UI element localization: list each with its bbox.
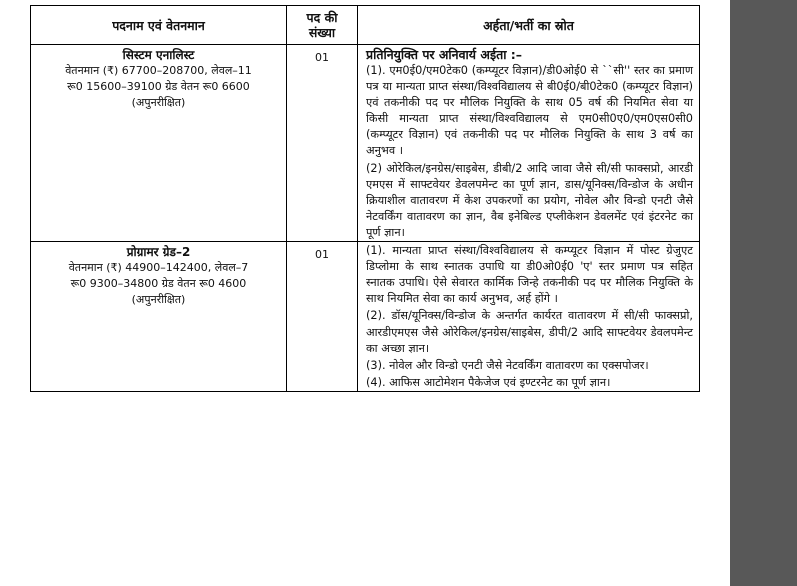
post-count: 01 — [315, 51, 329, 64]
post-title: सिस्टम एनालिस्ट — [122, 48, 195, 62]
header-count — [287, 6, 358, 45]
header-post: पदनाम एवं वेतनमान — [31, 6, 287, 45]
qualification-item: (1). मान्यता प्राप्त संस्था/विश्वविद्यालय से कम्प्यूटर विज्ञान में पोस्ट ग्रेजुएट डिप्लोमा के साथ स्नातक उपाधि या डी0ओ0ई0 'ए' स्तर प्रमाण पत्र सहित स्नातक उपाधि। ऐसे सेवारत कार्मिक जिन्हे तकनीकी पद पर मौलिक नियुक्ति के साथ नियमित सेवा का कार्य अनुभव, अर्ह होंगे । — [366, 244, 693, 306]
qualification-item: (3). नोवेल और विन्डो एनटी जैसे नेटवर्किंग वातावरण का एक्सपोजर। — [366, 358, 649, 372]
pay-scale-line: रू0 15600–39100 ग्रेड वेतन रू0 6600 — [67, 80, 250, 93]
count-cell — [287, 45, 358, 242]
pay-scale-line: रू0 9300–34800 ग्रेड वेतन रू0 4600 — [70, 277, 247, 291]
document-page — [22, 0, 730, 586]
qualification-item: (4). आफिस आटोमेशन पैकेजेज एवं इण्टरनेट का पूर्ण ज्ञान। — [366, 375, 611, 389]
viewer-side-panel — [730, 0, 797, 586]
count-cell — [287, 242, 358, 392]
qualification-cell — [358, 242, 700, 392]
pay-scale-line: (अपुनरीक्षित) — [131, 96, 186, 109]
header-row — [31, 6, 700, 45]
post-cell — [31, 45, 287, 242]
qualification-heading: प्रतिनियुक्ति पर अनिवार्य अईता :– — [366, 47, 523, 62]
recruitment-table — [30, 5, 700, 392]
post-cell — [31, 242, 287, 392]
qualification-item: (2). डॉस/यूनिक्स/विन्डोज के अन्तर्गत कार्यरत वातावरण में सी/सी फाक्सप्रो, आरडीएमएस जैसे ओरेकिल/इनग्रेस/साइबेस, डीपी/2 आदि साफ्टवेयर डेवलपमेन्ट का अच्छा ज्ञान। — [366, 309, 693, 355]
qualification-cell — [358, 45, 700, 242]
post-count: 01 — [315, 248, 329, 262]
table-row — [31, 45, 700, 242]
qualification-item: (1). एम0ई0/एम0टेक0 (कम्प्यूटर विज्ञान)/डी0ओई0 से ``सी'' स्तर का प्रमाण पत्र या मान्यता प्राप्त संस्था/विश्वविद्यालय से बी0ई0/बी0टेक0 (कम्प्यूटर विज्ञान) एवं तकनीकी पद पर मौलिक नियुक्ति के साथ 05 वर्ष की नियमित सेवा या किसी मान्यता प्राप्त संस्था/विश्वविद्यालय से एम0सी0ए0/एम0एस0सी0 (कम्प्यूटर विज्ञान) एवं तकनीकी पद पर मौलिक नियुक्ति के साथ 3 वर्ष का अनुभव । — [366, 64, 693, 158]
pay-scale-line: (अपुनरीक्षित) — [131, 293, 186, 307]
header-qualification: अर्हता/भर्ती का स्रोत — [358, 6, 700, 45]
table-row — [31, 242, 700, 392]
pay-scale-line: वेतनमान (₹) 44900–142400, लेवल–7 — [68, 261, 249, 275]
header-count-line2: संख्या — [308, 25, 336, 40]
header-count-line1: पद की — [306, 10, 338, 25]
qualification-item: (2) ओरेकिल/इनग्रेस/साइबेस, डीबी/2 आदि जावा जैसे सी/सी फाक्सप्रो, आरडी एमएस में साफ्टवेयर डेवलपमेन्ट का पूर्ण ज्ञान, डास/यूनिक्स/विन्डोज के अधीन क्रियाशील वातावरण में केश उपकरणों का प्रयोग, नोवेल और विन्डो एनटी जैसे नेटवर्किंग वातावरण का ज्ञान, वैब इनेबिल्ड एप्लीकेशन डेवलमेंट एवं इंटरनेट का पूर्ण ज्ञान। — [366, 161, 693, 239]
left-margin — [0, 0, 22, 586]
post-title: प्रोग्रामर ग्रेड–2 — [126, 245, 191, 260]
pay-scale-line: वेतनमान (₹) 67700–208700, लेवल–11 — [65, 64, 252, 77]
